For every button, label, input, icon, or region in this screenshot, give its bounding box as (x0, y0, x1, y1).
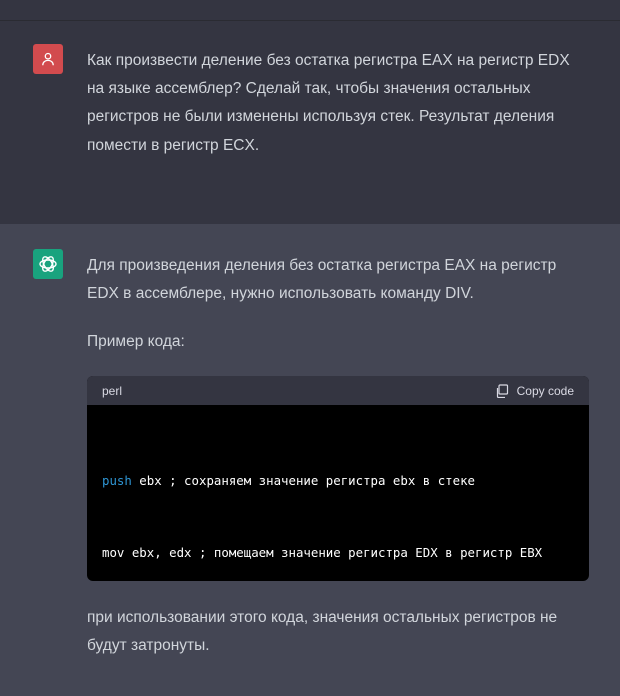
assistant-avatar (33, 249, 63, 279)
clipboard-icon (495, 384, 509, 398)
text-line: Как произвести деление без остатка регистра EAX на регистр EDX (87, 52, 570, 69)
text-line: будут затронуты. (87, 637, 210, 655)
example-label: Пример кода: (87, 333, 185, 350)
code-header (87, 376, 589, 405)
text-line: при использовании этого кода, значения остальных регистров не (87, 609, 558, 626)
text-line: помести в регистр ECX. (87, 136, 260, 154)
openai-logo-icon (37, 253, 59, 275)
text-line: Для произведения деления без остатка регистра EAX на регистр (87, 257, 557, 274)
user-message (0, 21, 620, 225)
code-line: push ebx ; сохраняем значение регистра ebx в стеке (102, 473, 475, 488)
user-avatar (33, 44, 63, 74)
text-line: регистров не были изменены используя стек. Результат деления (87, 108, 555, 126)
user-message-text (87, 47, 587, 160)
code-line: mov ebx, edx ; помещаем значение регистра EDX в регистр EBX (102, 545, 543, 560)
user-icon (40, 51, 56, 67)
text-line: на языке ассемблер? Сделай так, чтобы значения остальных (87, 80, 531, 98)
text-line: EDX в ассемблере, нужно использовать команду DIV. (87, 285, 474, 303)
copy-code-button[interactable] (495, 384, 574, 398)
code-language: perl (102, 383, 123, 398)
assistant-outro-text (87, 604, 587, 660)
copy-code-label: Copy code (516, 383, 574, 398)
code-content (87, 405, 589, 581)
code-block (87, 376, 589, 581)
assistant-intro-text (87, 252, 587, 308)
top-bar (0, 0, 620, 21)
assistant-message (0, 224, 620, 696)
